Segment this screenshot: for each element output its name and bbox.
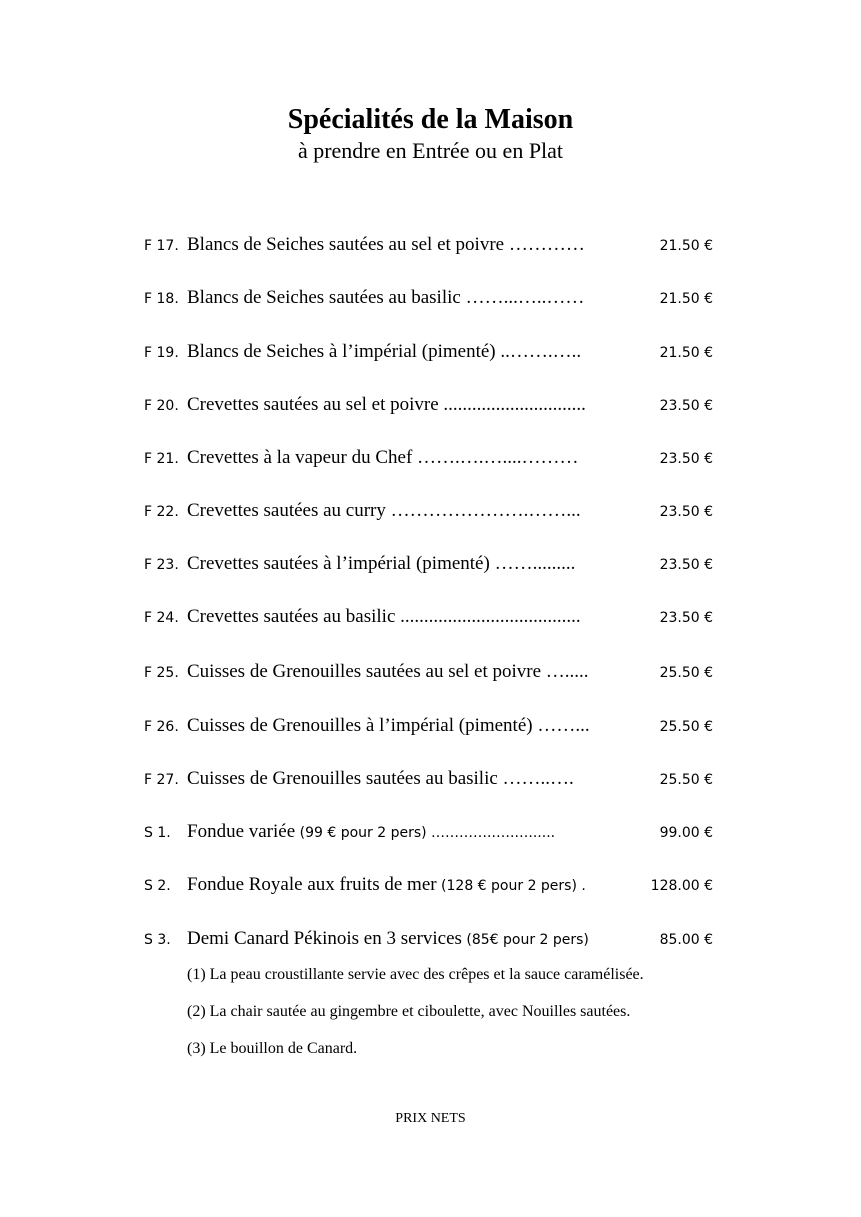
item-description: Fondue Royale aux fruits de mer (128 € pour 2 pers) .	[187, 874, 586, 895]
item-code: F 20.	[144, 398, 179, 414]
menu-item	[0, 444, 861, 472]
item-code: F 23.	[144, 557, 179, 573]
item-code: F 17.	[144, 238, 179, 254]
menu-item	[0, 658, 861, 686]
item-description: Fondue variée (99 € pour 2 pers) …………..….…......	[187, 821, 556, 842]
menu-item	[0, 231, 861, 259]
item-price: 23.50 €	[659, 557, 713, 573]
canard-service-1: (1) La peau croustillante servie avec des crêpes et la sauce caramélisée.	[187, 966, 644, 983]
item-code: F 19.	[144, 345, 179, 361]
item-description: Blancs de Seiches sautées au sel et poivre …………	[187, 234, 585, 255]
menu-item	[0, 391, 861, 419]
item-description: Crevettes sautées au sel et poivre ..............................	[187, 394, 586, 415]
item-description: Crevettes sautées à l’impérial (pimenté) …….........	[187, 553, 576, 574]
item-description: Crevettes à la vapeur du Chef …….….…....………	[187, 447, 579, 468]
item-note: (99 € pour 2 pers) …………..….…......	[295, 825, 556, 841]
menu-item	[0, 497, 861, 525]
item-price: 25.50 €	[659, 772, 713, 788]
menu-item	[0, 550, 861, 578]
menu-item	[0, 338, 861, 366]
item-description: Demi Canard Pékinois en 3 services (85€ pour 2 pers)	[187, 928, 589, 949]
item-description: Blancs de Seiches à l’impérial (pimenté) ..…….…..	[187, 341, 582, 362]
item-code: F 22.	[144, 504, 179, 520]
item-code: F 18.	[144, 291, 179, 307]
item-code: F 27.	[144, 772, 179, 788]
item-code: F 24.	[144, 610, 179, 626]
item-description: Cuisses de Grenouilles sautées au sel et poivre ….....	[187, 661, 589, 682]
item-description: Crevettes sautées au curry ………………….……...	[187, 500, 581, 521]
item-code: S 2.	[144, 878, 171, 894]
item-note: (128 € pour 2 pers) .	[436, 878, 586, 894]
menu-item	[0, 818, 861, 846]
item-price: 21.50 €	[659, 238, 713, 254]
item-description: Cuisses de Grenouilles sautées au basilic ……..….	[187, 768, 574, 789]
item-price: 25.50 €	[659, 665, 713, 681]
item-code: S 3.	[144, 932, 171, 948]
menu-item	[0, 712, 861, 740]
item-code: S 1.	[144, 825, 171, 841]
item-price: 21.50 €	[659, 291, 713, 307]
item-price: 85.00 €	[659, 932, 713, 948]
item-code: F 26.	[144, 719, 179, 735]
item-price: 25.50 €	[659, 719, 713, 735]
menu-item	[0, 284, 861, 312]
item-description: Crevettes sautées au basilic ......................................	[187, 606, 581, 627]
canard-service-3: (3) Le bouillon de Canard.	[187, 1040, 358, 1057]
item-price: 21.50 €	[659, 345, 713, 361]
item-price: 128.00 €	[650, 878, 713, 894]
page-title: Spécialités de la Maison	[287, 104, 574, 135]
item-price: 99.00 €	[659, 825, 713, 841]
item-price: 23.50 €	[659, 398, 713, 414]
item-description: Cuisses de Grenouilles à l’impérial (pimenté) ……...	[187, 715, 590, 736]
item-code: F 21.	[144, 451, 179, 467]
item-description: Blancs de Seiches sautées au basilic ……...…..……	[187, 287, 585, 308]
item-price: 23.50 €	[659, 451, 713, 467]
item-note: (85€ pour 2 pers)	[461, 932, 589, 948]
item-price: 23.50 €	[659, 504, 713, 520]
item-price: 23.50 €	[659, 610, 713, 626]
footer-note: PRIX NETS	[395, 1111, 466, 1126]
menu-item	[0, 603, 861, 631]
item-code: F 25.	[144, 665, 179, 681]
canard-service-2: (2) La chair sautée au gingembre et ciboulette, avec Nouilles sautées.	[187, 1003, 631, 1020]
page-subtitle: à prendre en Entrée ou en Plat	[297, 138, 564, 163]
menu-item	[0, 871, 861, 899]
menu-item	[0, 765, 861, 793]
menu-item	[0, 925, 861, 953]
